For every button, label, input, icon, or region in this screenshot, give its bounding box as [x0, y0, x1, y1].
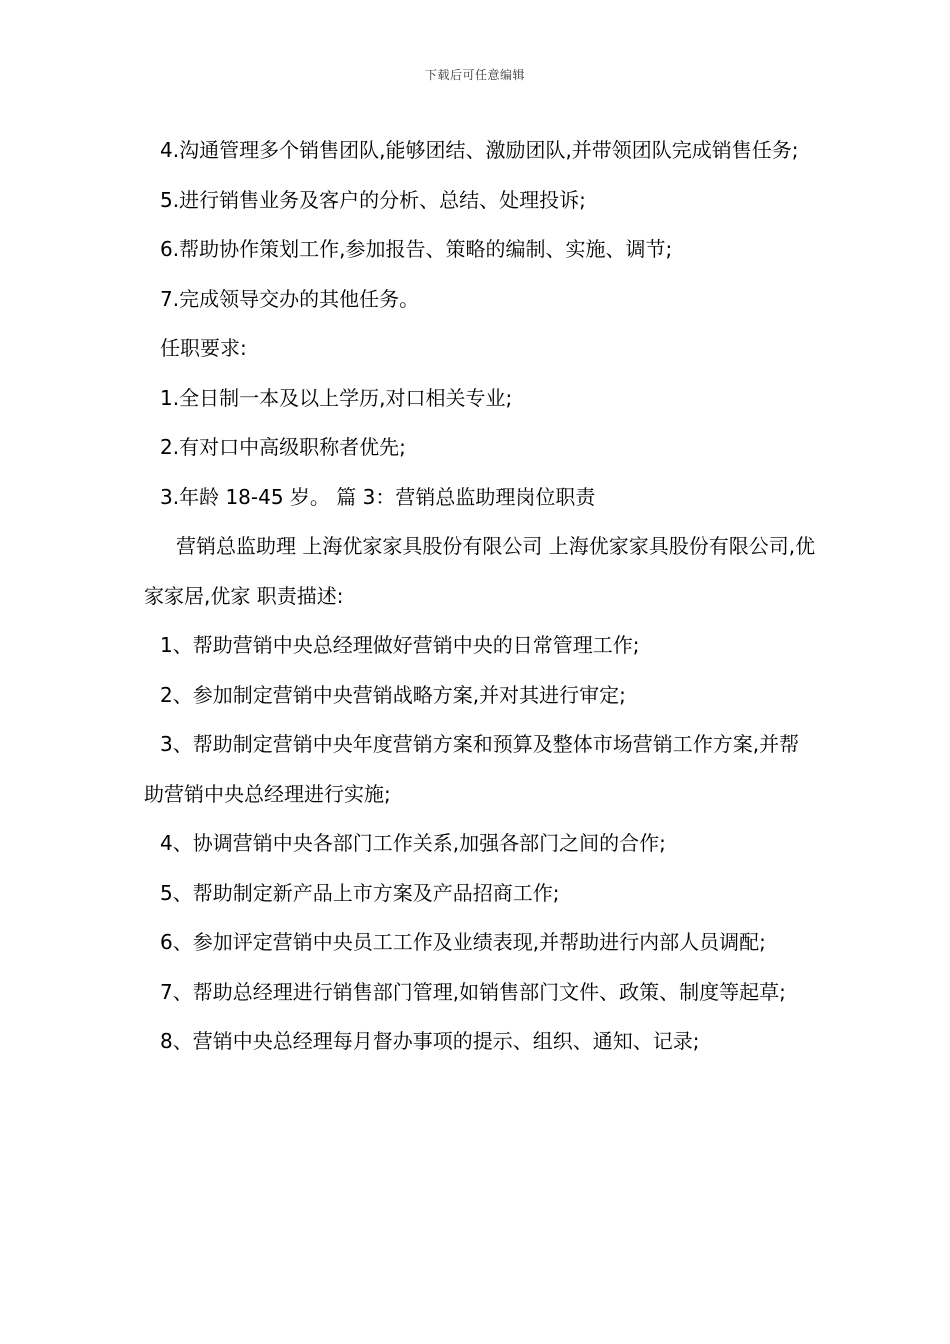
section-heading: 任职要求: [160, 336, 247, 360]
document-body [144, 126, 816, 1067]
paragraph: 5、帮助制定新产品上市方案及产品招商工作; [160, 880, 560, 905]
paragraph: 8、营销中央总经理每月督办事项的提示、组织、通知、记录; [160, 1029, 700, 1053]
paragraph: 1.全日制一本及以上学历,对口相关专业; [160, 385, 513, 410]
paragraph: 6、参加评定营销中央员工工作及业绩表现,并帮助进行内部人员调配; [160, 930, 766, 954]
paragraph: 5.进行销售业务及客户的分析、总结、处理投诉; [160, 187, 586, 212]
paragraph: 3、帮助制定营销中央年度营销方案和预算及整体市场营销工作方案,并帮助营销中央总经理进行实施; [144, 732, 800, 806]
paragraph: 1、帮助营销中央总经理做好营销中央的日常管理工作; [160, 633, 640, 657]
paragraph: 4.沟通管理多个销售团队,能够团结、激励团队,并带领团队完成销售任务; [160, 138, 799, 162]
paragraph: 2、参加制定营销中央营销战略方案,并对其进行审定; [160, 682, 626, 707]
paragraph: 2.有对口中高级职称者优先; [160, 435, 406, 459]
paragraph: 4、协调营销中央各部门工作关系,加强各部门之间的合作; [160, 831, 666, 855]
paragraph: 3.年龄 18-45 岁。 篇 3：营销总监助理岗位职责 [160, 484, 596, 509]
paragraph: 7、帮助总经理进行销售部门管理,如销售部门文件、政策、制度等起草; [160, 979, 786, 1004]
page-header: 下载后可任意编辑 [424, 68, 525, 82]
paragraph: 营销总监助理 上海优家家具股份有限公司 上海优家家具股份有限公司,优家家居,优家 职责描述: [144, 534, 816, 608]
paragraph: 6.帮助协作策划工作,参加报告、策略的编制、实施、调节; [160, 237, 673, 261]
paragraph: 7.完成领导交办的其他任务。 [160, 286, 420, 311]
